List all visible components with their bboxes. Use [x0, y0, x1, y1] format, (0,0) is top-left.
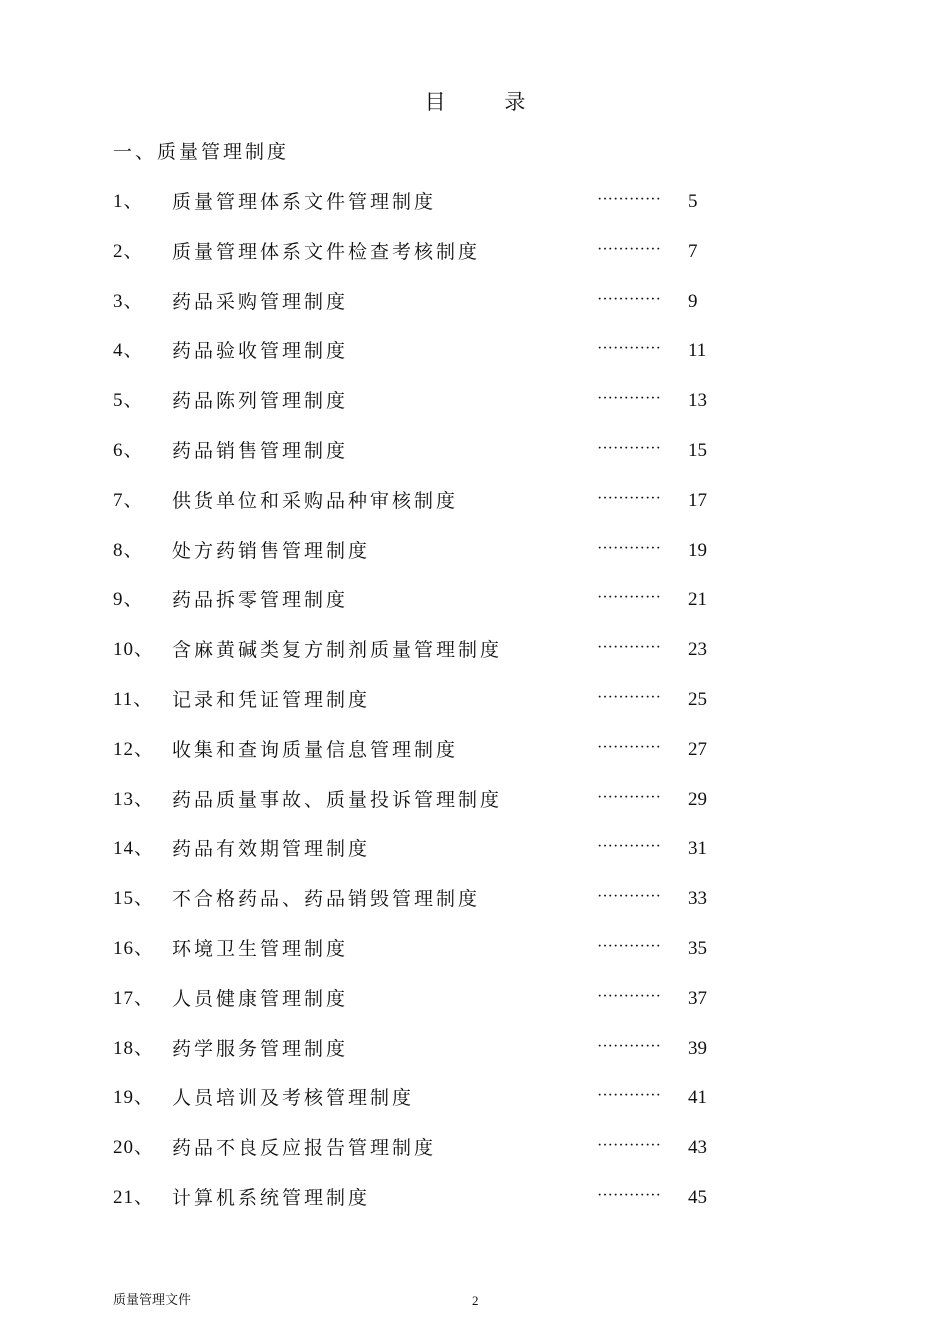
toc-entry-title: 环境卫生管理制度	[172, 938, 349, 960]
toc-entry-page: 31	[688, 838, 707, 859]
toc-entry-number: 8、	[113, 540, 144, 561]
toc-entry-leader: ············	[597, 340, 661, 357]
toc-entry-leader: ············	[597, 1038, 661, 1055]
toc-entry-leader: ············	[597, 838, 661, 855]
toc-entry-number: 15、	[113, 888, 155, 909]
toc-entry[interactable]	[0, 735, 950, 765]
toc-entry[interactable]	[0, 287, 950, 317]
toc-entry-title: 人员培训及考核管理制度	[172, 1087, 415, 1109]
toc-entry-page: 29	[688, 789, 707, 810]
toc-entry-title: 质量管理体系文件管理制度	[172, 191, 437, 213]
toc-title: 目 录	[424, 90, 552, 114]
toc-entry[interactable]	[0, 187, 950, 217]
toc-entry-leader: ············	[597, 1087, 661, 1104]
toc-entry-leader: ············	[597, 540, 661, 557]
toc-entry-title: 药学服务管理制度	[172, 1038, 349, 1060]
toc-entry-page: 11	[688, 340, 707, 361]
toc-entry-number: 21、	[113, 1187, 155, 1208]
section-heading: 一、质量管理制度	[113, 141, 290, 163]
toc-entry[interactable]	[0, 685, 950, 715]
toc-entry[interactable]	[0, 785, 950, 815]
toc-entry-leader: ············	[597, 589, 661, 606]
toc-entry[interactable]	[0, 1133, 950, 1163]
toc-entry-title: 药品拆零管理制度	[172, 589, 349, 611]
toc-entry-page: 23	[688, 639, 707, 660]
toc-entry-title: 人员健康管理制度	[172, 988, 349, 1010]
footer-document-name: 质量管理文件	[113, 1293, 192, 1308]
toc-entry[interactable]	[0, 1083, 950, 1113]
toc-entry-leader: ············	[597, 689, 661, 706]
toc-entry-leader: ············	[597, 1187, 661, 1204]
toc-entry[interactable]	[0, 486, 950, 516]
toc-entry[interactable]	[0, 984, 950, 1014]
toc-entry-page: 13	[688, 390, 707, 411]
toc-entry-title: 药品有效期管理制度	[172, 838, 371, 860]
toc-entry-title: 药品采购管理制度	[172, 291, 349, 313]
toc-entry-leader: ············	[597, 390, 661, 407]
toc-entry-title: 收集和查询质量信息管理制度	[172, 739, 459, 761]
toc-entry-number: 18、	[113, 1038, 155, 1059]
toc-entry-title: 药品验收管理制度	[172, 340, 349, 362]
toc-entry-title: 药品质量事故、质量投诉管理制度	[172, 789, 503, 811]
toc-entry-page: 25	[688, 689, 707, 710]
toc-entry-number: 1、	[113, 191, 144, 212]
toc-entry[interactable]	[0, 635, 950, 665]
toc-entry[interactable]	[0, 436, 950, 466]
toc-entry-page: 37	[688, 988, 707, 1009]
toc-entry-page: 27	[688, 739, 707, 760]
toc-entry-title: 药品销售管理制度	[172, 440, 349, 462]
toc-entry[interactable]	[0, 585, 950, 615]
toc-entry-title: 质量管理体系文件检查考核制度	[172, 241, 481, 263]
toc-entry-leader: ············	[597, 988, 661, 1005]
toc-entry-page: 5	[688, 191, 698, 212]
toc-entry[interactable]	[0, 934, 950, 964]
toc-entry-title: 计算机系统管理制度	[172, 1187, 371, 1209]
toc-entry[interactable]	[0, 884, 950, 914]
toc-entry-page: 9	[688, 291, 698, 312]
toc-entry-title: 记录和凭证管理制度	[172, 689, 371, 711]
toc-entry-number: 10、	[113, 639, 155, 660]
toc-entry-number: 7、	[113, 490, 144, 511]
toc-entry-number: 20、	[113, 1137, 155, 1158]
toc-entry-title: 药品陈列管理制度	[172, 390, 349, 412]
toc-entry-leader: ············	[597, 1137, 661, 1154]
toc-entry-leader: ············	[597, 490, 661, 507]
toc-entry-title: 不合格药品、药品销毁管理制度	[172, 888, 481, 910]
toc-entry-number: 16、	[113, 938, 155, 959]
toc-entry-number: 3、	[113, 291, 144, 312]
toc-entry-leader: ············	[597, 938, 661, 955]
toc-entry-page: 17	[688, 490, 707, 511]
toc-entry-leader: ············	[597, 739, 661, 756]
toc-entry-page: 43	[688, 1137, 707, 1158]
toc-entry-number: 17、	[113, 988, 155, 1009]
toc-entry[interactable]	[0, 336, 950, 366]
toc-entry[interactable]	[0, 237, 950, 267]
toc-entry-leader: ············	[597, 191, 661, 208]
toc-entry-number: 9、	[113, 589, 144, 610]
toc-entry-page: 15	[688, 440, 707, 461]
toc-entry-page: 19	[688, 540, 707, 561]
toc-entry[interactable]	[0, 1183, 950, 1213]
toc-entry[interactable]	[0, 386, 950, 416]
toc-entry-title: 供货单位和采购品种审核制度	[172, 490, 459, 512]
toc-entry-leader: ············	[597, 789, 661, 806]
toc-entry-leader: ············	[597, 888, 661, 905]
toc-entry-title: 处方药销售管理制度	[172, 540, 371, 562]
toc-entry-leader: ············	[597, 291, 661, 308]
toc-entry-number: 12、	[113, 739, 155, 760]
toc-entry-number: 14、	[113, 838, 155, 859]
toc-entry-page: 21	[688, 589, 707, 610]
toc-entry-number: 4、	[113, 340, 144, 361]
toc-entry-leader: ············	[597, 639, 661, 656]
toc-entry-title: 药品不良反应报告管理制度	[172, 1137, 437, 1159]
toc-entry-number: 6、	[113, 440, 144, 461]
toc-entry-title: 含麻黄碱类复方制剂质量管理制度	[172, 639, 503, 661]
footer-page-number: 2	[472, 1293, 479, 1308]
toc-entry-page: 7	[688, 241, 698, 262]
toc-entry[interactable]	[0, 1034, 950, 1064]
toc-entry-page: 45	[688, 1187, 707, 1208]
toc-entry-number: 11、	[113, 689, 154, 710]
toc-entry[interactable]	[0, 536, 950, 566]
toc-entry-page: 33	[688, 888, 707, 909]
toc-entry-page: 41	[688, 1087, 707, 1108]
toc-entry-leader: ············	[597, 241, 661, 258]
toc-entry-page: 35	[688, 938, 707, 959]
toc-entry-page: 39	[688, 1038, 707, 1059]
toc-entry-number: 5、	[113, 390, 144, 411]
toc-entry[interactable]	[0, 834, 950, 864]
toc-entry-number: 13、	[113, 789, 155, 810]
toc-entry-leader: ············	[597, 440, 661, 457]
toc-entry-number: 19、	[113, 1087, 155, 1108]
toc-entry-number: 2、	[113, 241, 144, 262]
